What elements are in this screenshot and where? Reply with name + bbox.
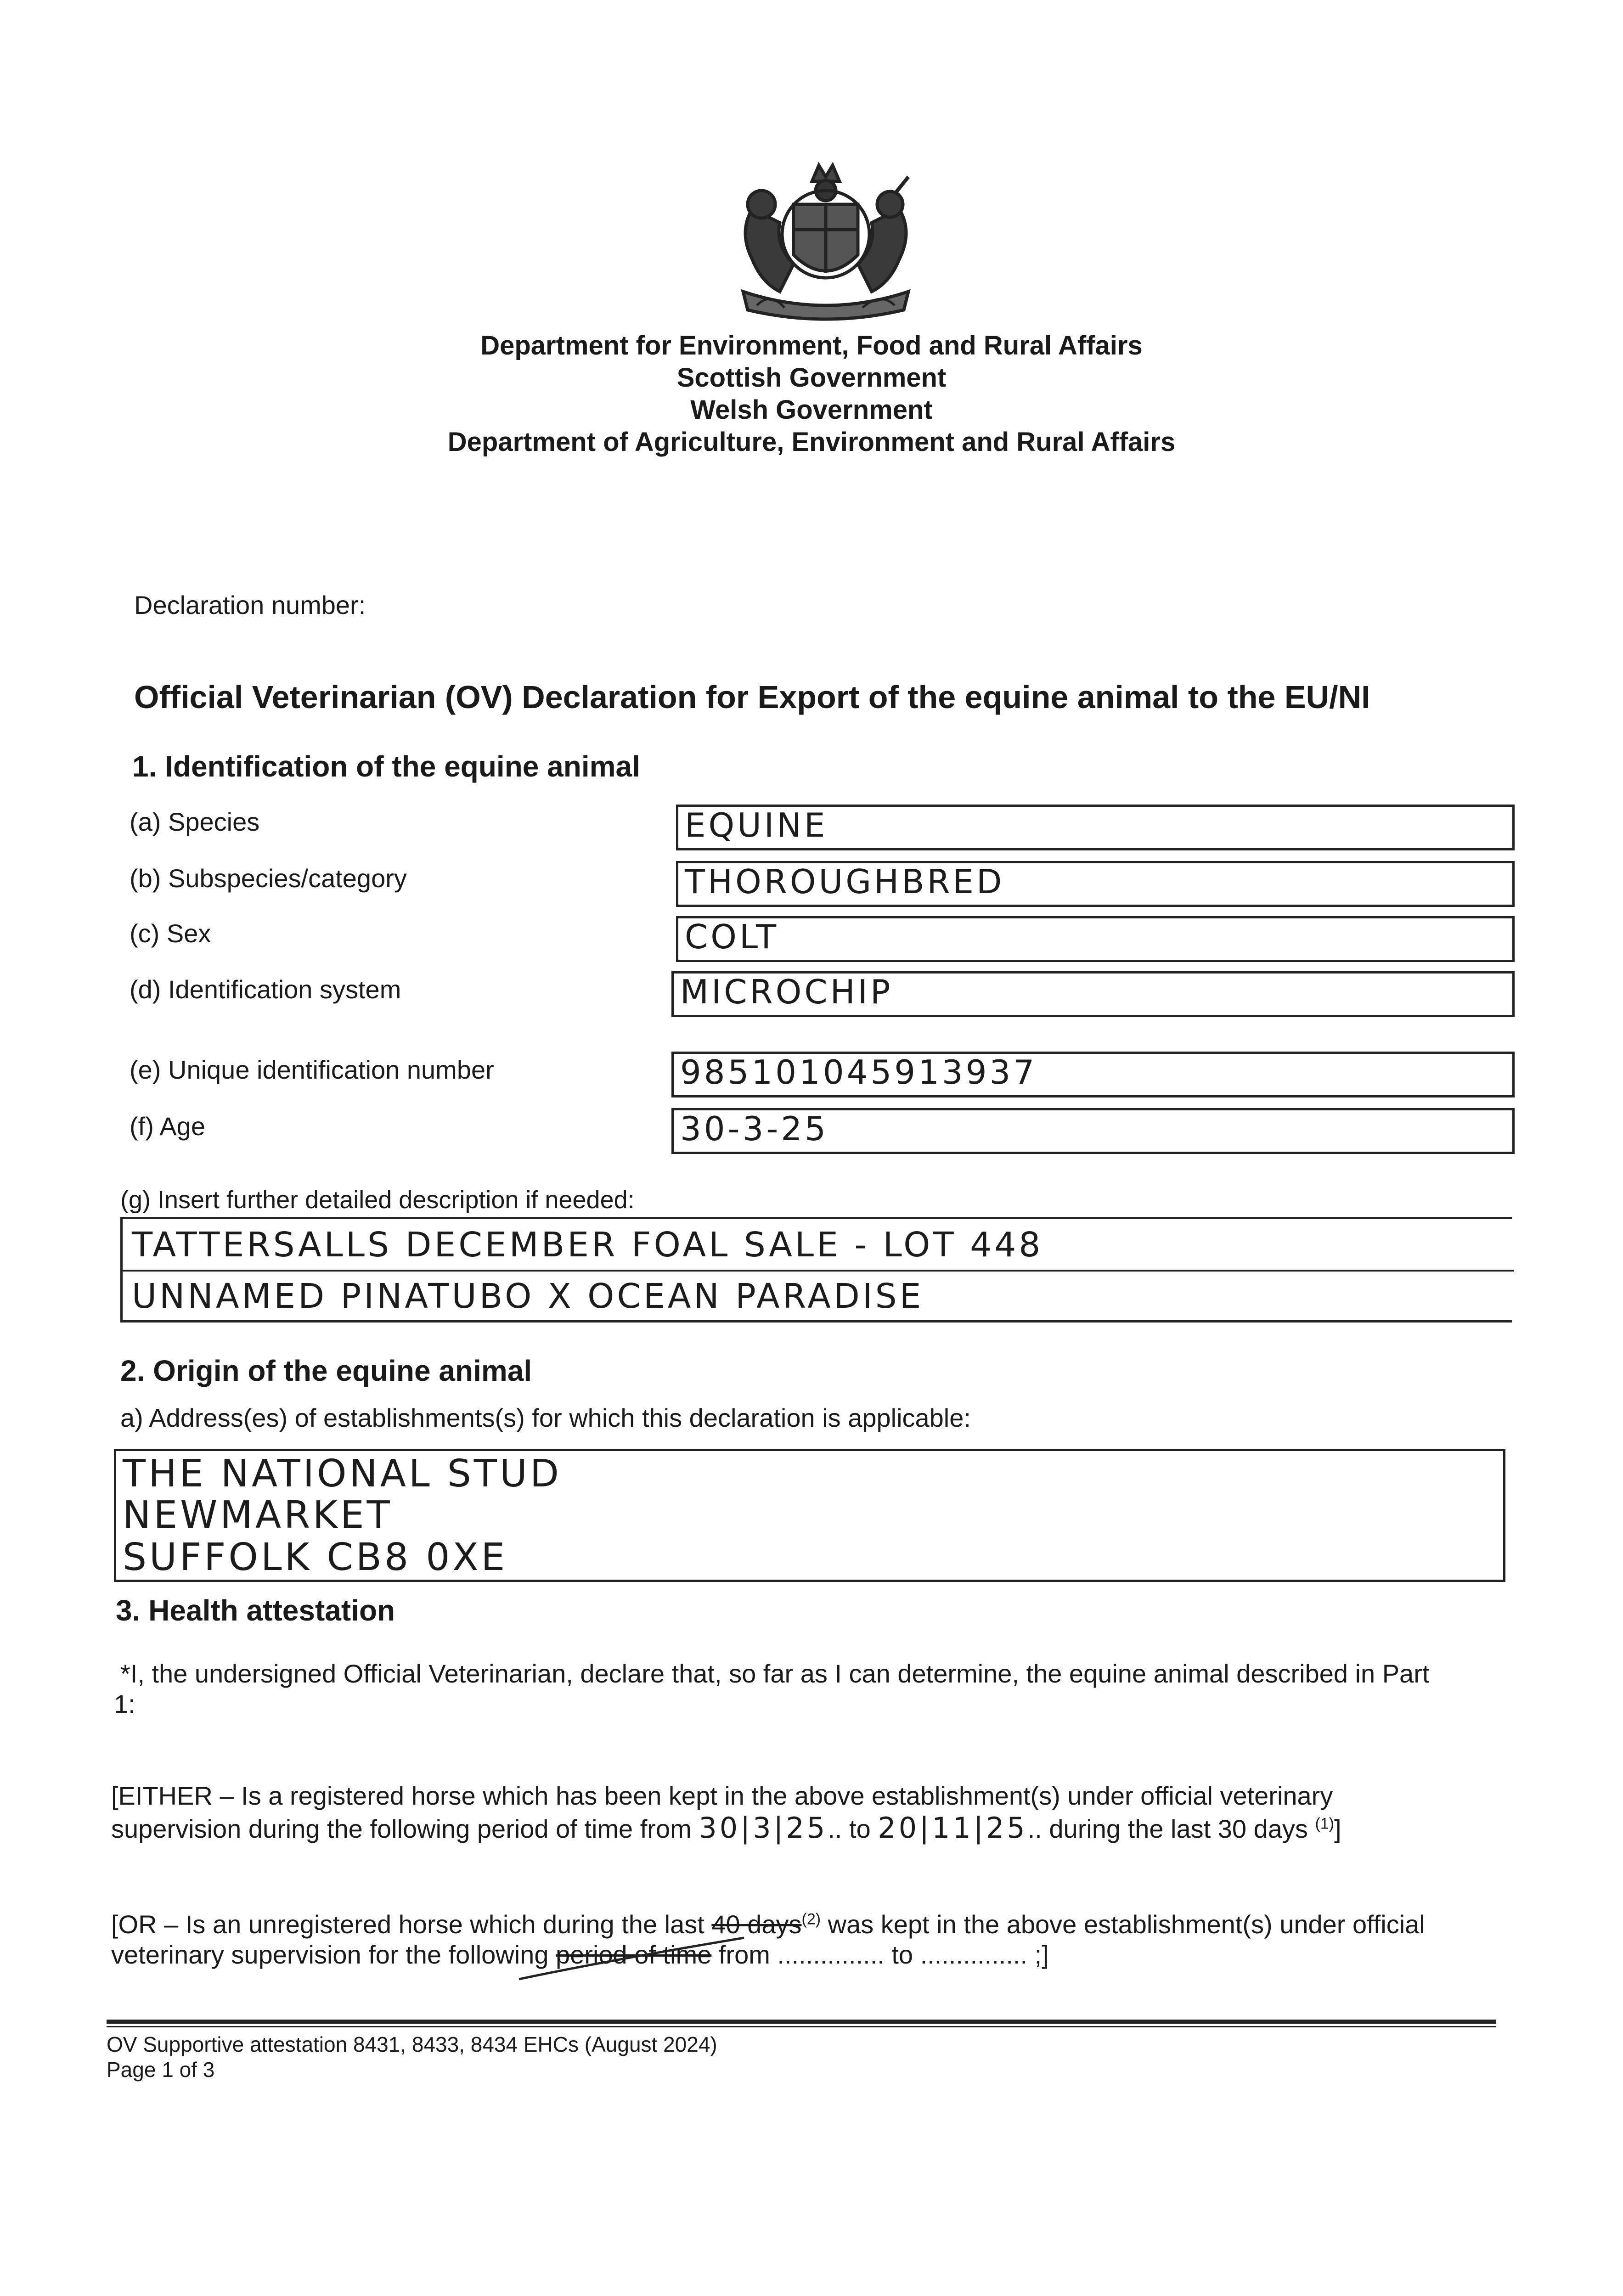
further-description-label: (g) Insert further detailed description if needed: (120, 1186, 635, 1214)
species-value: EQUINE (685, 806, 828, 844)
footer-rule (107, 2020, 1496, 2024)
department-scottish-government: Scottish Government (676, 363, 947, 393)
unique-id-value: 985101045913937 (680, 1053, 1037, 1092)
address-line-1: THE NATIONAL STUD (123, 1452, 562, 1496)
section-3-heading: 3. Health attestation (116, 1594, 395, 1627)
pen-strike-mark (514, 1933, 753, 1988)
attestation-intro-line-1: *I, the undersigned Official Veterinarian, declare that, so far as I can determine, the equine animal described in Part (120, 1659, 1430, 1688)
further-description-box (120, 1217, 1512, 1322)
or-clause-text: [OR – Is an unregistered horse which during the last (111, 1910, 712, 1939)
identification-system-value: MICROCHIP (680, 973, 893, 1011)
identification-system-field (671, 971, 1515, 1017)
royal-coat-of-arms-icon (725, 154, 927, 324)
either-clause-line-1: [EITHER – Is a registered horse which has been kept in the above establishment(s) under official veterinary (111, 1781, 1333, 1810)
address-label: a) Address(es) of establishments(s) for which this declaration is applicable: (120, 1403, 971, 1432)
address-box (114, 1449, 1505, 1582)
attestation-intro-line-2: 1: (114, 1689, 135, 1718)
or-clause-line-1 (111, 1909, 1425, 1940)
further-description-divider (123, 1270, 1514, 1272)
species-label: (a) Species (130, 807, 260, 836)
sex-value: COLT (685, 917, 779, 956)
either-period-text: .. during the last 30 days (1027, 1814, 1315, 1843)
either-to-text: .. to (828, 1814, 878, 1843)
age-value: 30-3-25 (680, 1109, 829, 1148)
either-footnote-ref: (1) (1315, 1815, 1335, 1833)
species-field (676, 805, 1515, 850)
unique-id-field (671, 1052, 1515, 1097)
department-defra: Department for Environment, Food and Rural Affairs (480, 331, 1143, 360)
or-footnote-ref: (2) (801, 1910, 821, 1928)
address-line-3: SUFFOLK CB8 0XE (123, 1536, 508, 1579)
or-days-struck: 40 days (711, 1910, 802, 1939)
either-clause-line-2 (111, 1813, 1341, 1844)
subspecies-label: (b) Subspecies/category (130, 864, 407, 893)
either-from-date: 30|3|25 (699, 1811, 828, 1845)
unique-id-label: (e) Unique identification number (130, 1055, 494, 1084)
either-clause-text: supervision during the following period of time from (111, 1814, 699, 1843)
document-title: Official Veterinarian (OV) Declaration for Export of the equine animal to the EU/NI (134, 679, 1370, 715)
identification-system-label: (d) Identification system (130, 975, 401, 1004)
declaration-number-label: Declaration number: (134, 591, 366, 619)
age-field (671, 1108, 1515, 1154)
either-close-bracket: ] (1334, 1814, 1341, 1843)
department-daera: Department of Agriculture, Environment and Rural Affairs (447, 427, 1176, 457)
section-1-heading: 1. Identification of the equine animal (132, 750, 640, 783)
or-period-struck: period of time (556, 1940, 712, 1969)
or-line2-end: from ............... to ............... ;] (711, 1940, 1049, 1969)
department-welsh-government: Welsh Government (690, 395, 933, 425)
sex-label: (c) Sex (130, 919, 211, 948)
either-to-date: 20|11|25 (878, 1811, 1028, 1845)
or-clause-text-2: was kept in the above establishment(s) under official (821, 1910, 1425, 1939)
further-description-line-1: TATTERSALLS DECEMBER FOAL SALE - LOT 448 (132, 1225, 1043, 1265)
address-line-2: NEWMARKET (123, 1493, 393, 1537)
footer-rule-thin (107, 2026, 1496, 2027)
further-description-line-2: UNNAMED PINATUBO X OCEAN PARADISE (132, 1277, 924, 1316)
age-label: (f) Age (130, 1112, 205, 1141)
section-2-heading: 2. Origin of the equine animal (120, 1354, 532, 1387)
sex-field (676, 916, 1515, 962)
footer-attestation-ref: OV Supportive attestation 8431, 8433, 8434 EHCs (August 2024) (107, 2032, 717, 2056)
footer-page-number: Page 1 of 3 (107, 2058, 215, 2082)
subspecies-field (676, 861, 1515, 907)
or-line2-text: veterinary supervision for the following (111, 1940, 556, 1969)
subspecies-value: THOROUGHBRED (685, 862, 1005, 901)
